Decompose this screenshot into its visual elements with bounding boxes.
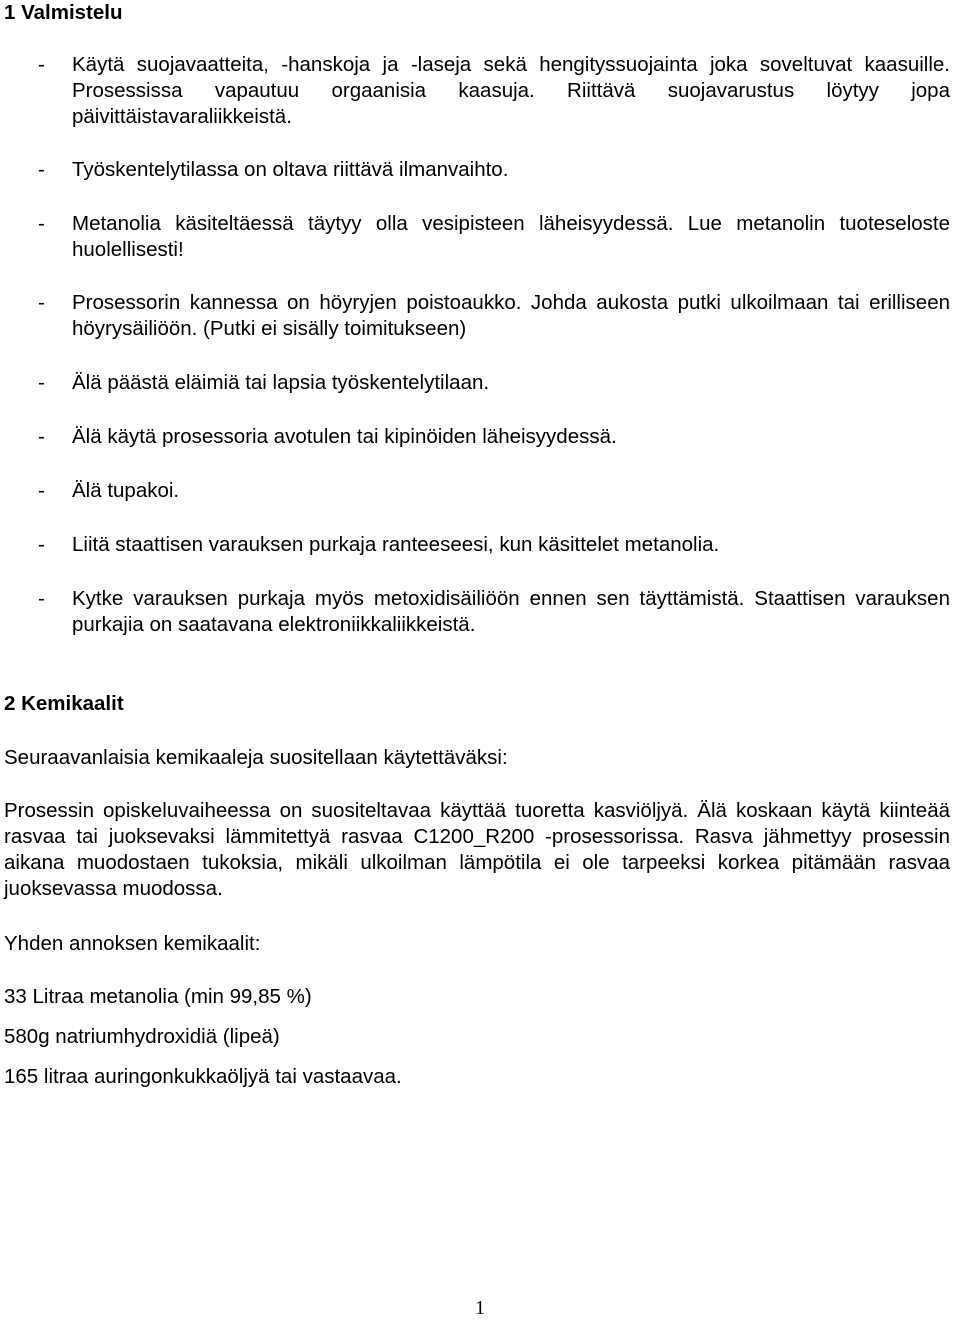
list-item	[38, 52, 950, 130]
bullet-dash: -	[38, 53, 45, 76]
body-paragraph: Prosessin opiskeluvaiheessa on suositeltavaa käyttää tuoretta kasviöljyä. Älä koskaan käytä kiinteää rasvaa tai juoksevaksi lämmitettyä rasvaa C1200_R200 -prosessorissa. Rasva jähmettyy prosessin aikana muodostaen tukoksia, mikäli ulkoilman lämpötila ei ole tarpeeksi korkea pitämään rasvaa juoksevassa muodossa.	[4, 799, 950, 900]
list-item	[38, 290, 950, 342]
intro-text: Seuraavanlaisia kemikaaleja suositellaan käytettäväksi:	[4, 746, 508, 769]
bullet-dash: -	[38, 371, 45, 394]
list-item-text: Älä käytä prosessoria avotulen tai kipinöiden läheisyydessä.	[72, 425, 617, 448]
list-item	[38, 157, 950, 183]
chemical-item: 165 litraa auringonkukkaöljyä tai vastaavaa.	[4, 1065, 402, 1088]
list-item-text: Metanolia käsiteltäessä täytyy olla vesipisteen läheisyydessä. Lue metanolin tuoteseloste huolellisesti!	[72, 212, 950, 261]
list-item-text: Käytä suojavaatteita, -hanskoja ja -laseja sekä hengityssuojainta joka soveltuvat kaasuille. Prosessissa vapautuu orgaanisia kaasuja. Riittävä suojavarustus löytyy jopa päivittäistavaraliikkeistä.	[72, 53, 950, 128]
section-heading-kemikaalit: 2 Kemikaalit	[4, 692, 124, 715]
section-heading-valmistelu: 1 Valmistelu	[4, 1, 123, 24]
chemical-item: 33 Litraa metanolia (min 99,85 %)	[4, 985, 312, 1008]
bullet-dash: -	[38, 479, 45, 502]
list-item	[38, 211, 950, 263]
bullet-dash: -	[38, 425, 45, 448]
batch-label: Yhden annoksen kemikaalit:	[4, 932, 261, 955]
list-item	[38, 424, 950, 450]
bullet-dash: -	[38, 158, 45, 181]
list-item	[38, 532, 950, 558]
bullet-dash: -	[38, 533, 45, 556]
bullet-dash: -	[38, 587, 45, 610]
list-item	[38, 478, 950, 504]
bullet-dash: -	[38, 291, 45, 314]
list-item-text: Älä päästä eläimiä tai lapsia työskentelytilaan.	[72, 371, 490, 394]
chemical-item: 580g natriumhydroxidiä (lipeä)	[4, 1025, 280, 1048]
list-item-text: Liitä staattisen varauksen purkaja ranteeseesi, kun käsittelet metanolia.	[72, 533, 720, 556]
list-item	[38, 370, 950, 396]
list-item	[38, 586, 950, 638]
page-number: 1	[475, 1297, 485, 1319]
bullet-dash: -	[38, 212, 45, 235]
list-item-text: Työskentelytilassa on oltava riittävä ilmanvaihto.	[72, 158, 509, 181]
list-item-text: Kytke varauksen purkaja myös metoxidisäiliöön ennen sen täyttämistä. Staattisen varauksen purkajia on saatavana elektroniikkaliikkeistä.	[72, 587, 950, 636]
list-item-text: Älä tupakoi.	[72, 479, 180, 502]
list-item-text: Prosessorin kannessa on höyryjen poistoaukko. Johda aukosta putki ulkoilmaan tai erilliseen höyrysäiliöön. (Putki ei sisälly toimitukseen)	[72, 291, 950, 340]
